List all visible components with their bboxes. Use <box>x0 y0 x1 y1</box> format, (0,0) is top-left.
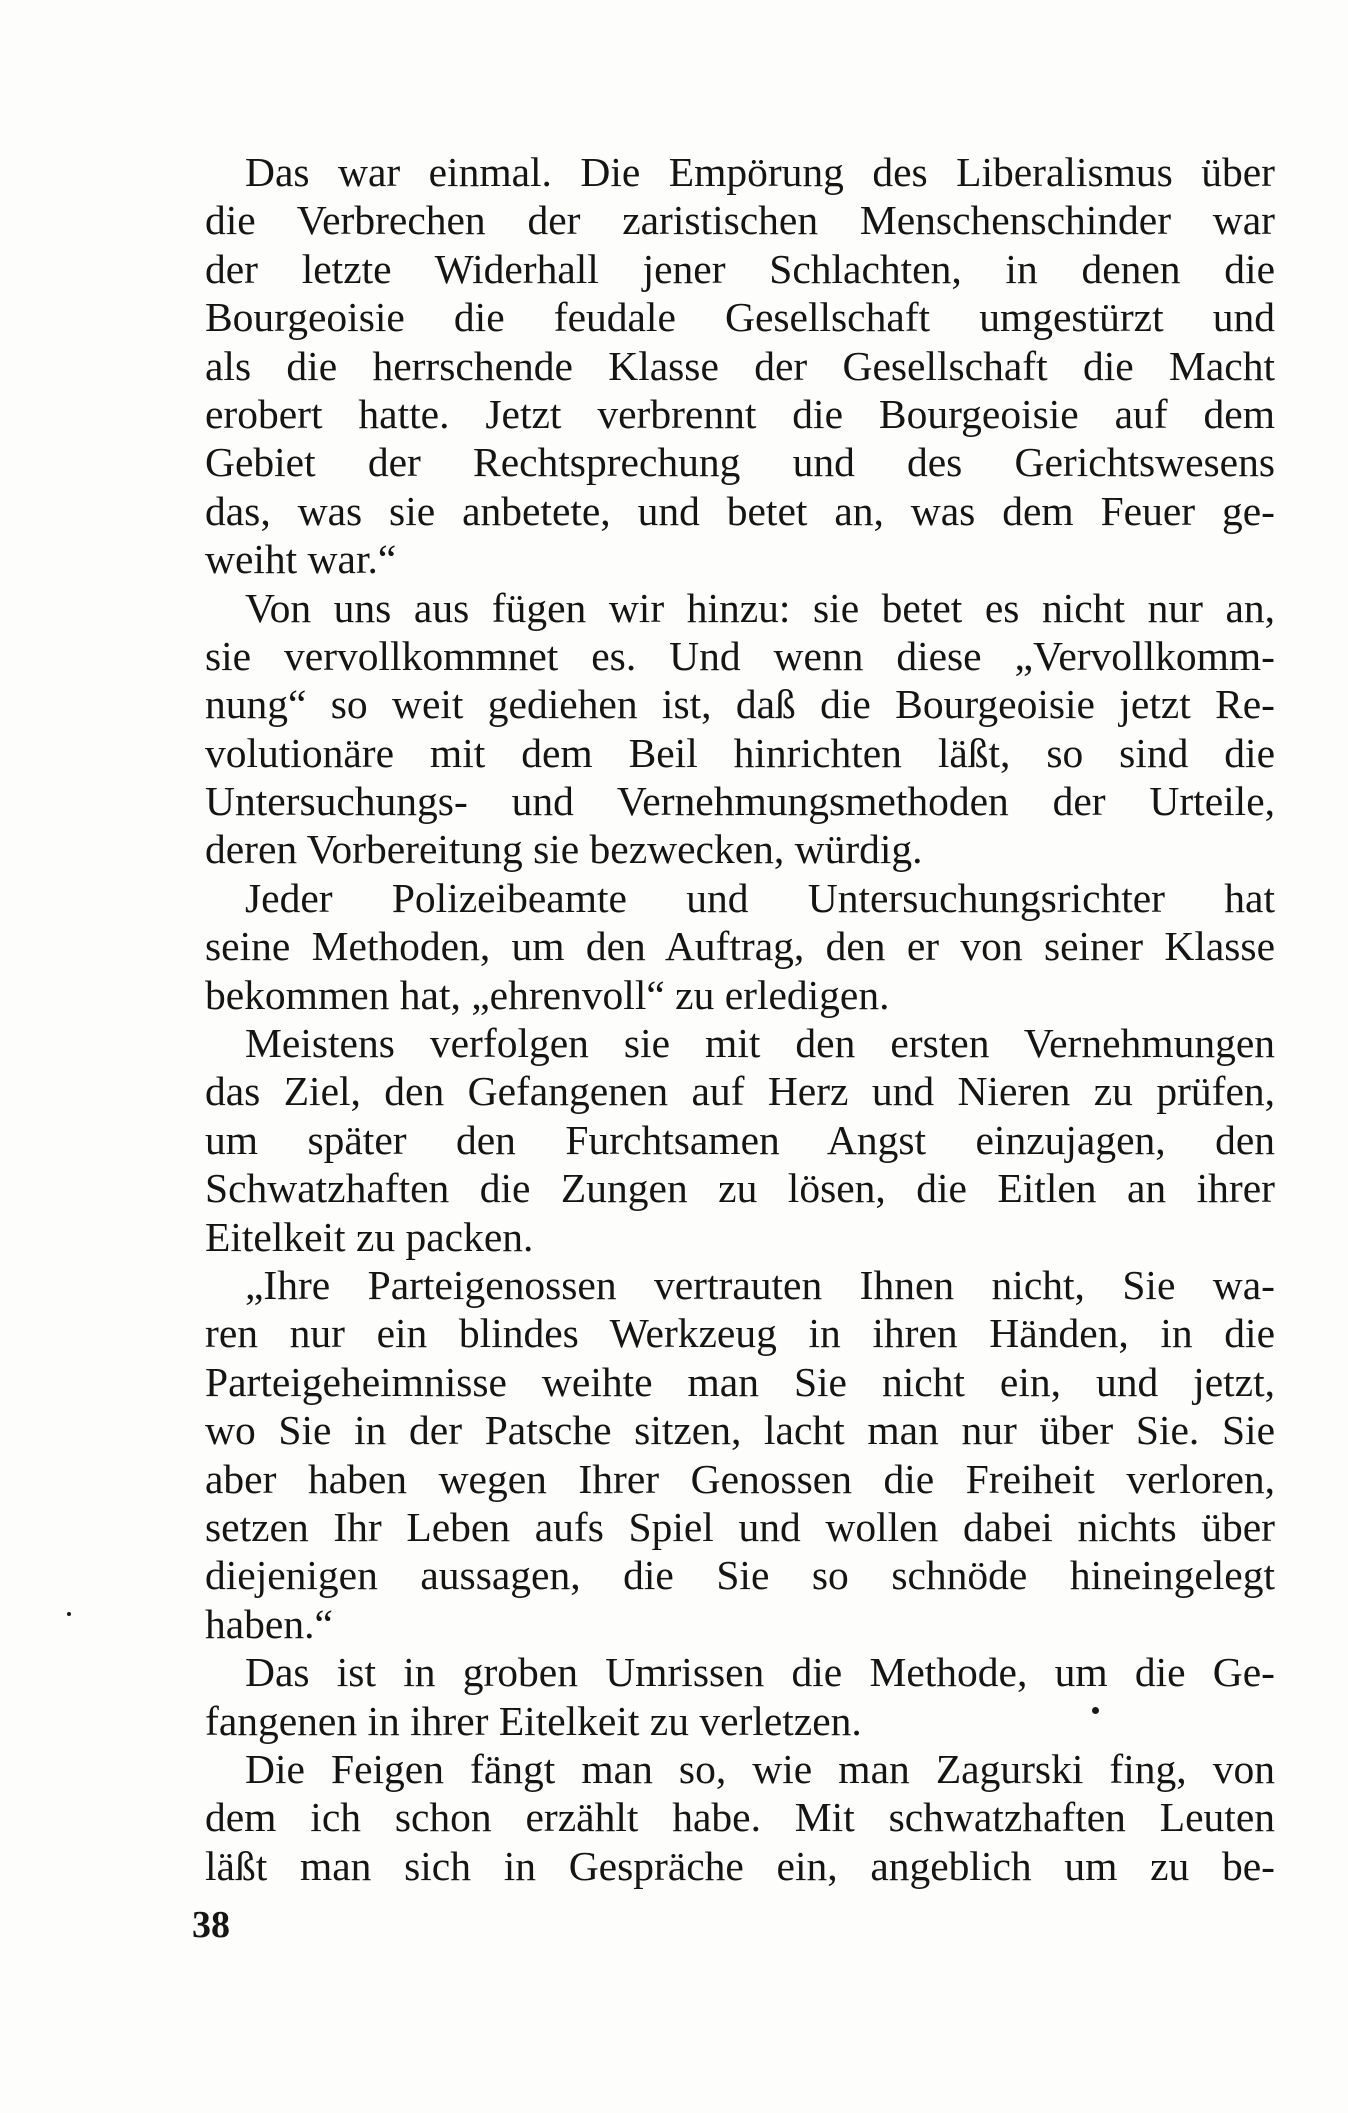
text-line: Meistens verfolgen sie mit den ersten Vernehmungen <box>245 1020 1275 1067</box>
text-line: ren nur ein blindes Werkzeug in ihren Händen, in die <box>205 1310 1275 1357</box>
text-line: Eitelkeit zu packen. <box>205 1213 534 1260</box>
text-line: Von uns aus fügen wir hinzu: sie betet es nicht nur an, <box>245 584 1275 631</box>
text-line: nung“ so weit gediehen ist, daß die Bourgeoisie jetzt Re- <box>205 681 1275 728</box>
text-line: aber haben wegen Ihrer Genossen die Freiheit verloren, <box>205 1455 1275 1502</box>
text-line: um später den Furchtsamen Angst einzujagen, den <box>205 1116 1275 1163</box>
text-line: läßt man sich in Gespräche ein, angeblich um zu be- <box>205 1842 1275 1889</box>
body-text <box>205 148 1275 1890</box>
ink-speck <box>67 1612 71 1616</box>
text-line: der letzte Widerhall jener Schlachten, in denen die <box>205 245 1275 292</box>
text-line: Untersuchungs- und Vernehmungsmethoden der Urteile, <box>205 778 1275 825</box>
text-line: seine Methoden, um den Auftrag, den er von seiner Klasse <box>205 923 1275 970</box>
text-line: weiht war.“ <box>205 536 397 583</box>
text-line: Die Feigen fängt man so, wie man Zagurski fing, von <box>245 1745 1275 1792</box>
text-line: das Ziel, den Gefangenen auf Herz und Nieren zu prüfen, <box>205 1068 1275 1115</box>
text-line: fangenen in ihrer Eitelkeit zu verletzen. <box>205 1697 862 1744</box>
text-line: erobert hatte. Jetzt verbrennt die Bourgeoisie auf dem <box>205 390 1275 437</box>
text-line: wo Sie in der Patsche sitzen, lacht man nur über Sie. Sie <box>205 1407 1275 1454</box>
text-line: haben.“ <box>205 1600 333 1647</box>
text-line: diejenigen aussagen, die Sie so schnöde hineingelegt <box>205 1552 1275 1599</box>
text-line: sie vervollkommnet es. Und wenn diese „Vervollkomm- <box>205 632 1275 679</box>
text-line: Schwatzhaften die Zungen zu lösen, die Eitlen an ihrer <box>205 1165 1275 1212</box>
text-line: Das war einmal. Die Empörung des Liberalismus über <box>245 149 1275 195</box>
text-line: die Verbrechen der zaristischen Menschenschinder war <box>205 197 1275 244</box>
text-line: als die herrschende Klasse der Gesellschaft die Macht <box>205 342 1275 389</box>
text-line: Gebiet der Rechtsprechung und des Gerichtswesens <box>205 439 1275 486</box>
text-line: das, was sie anbetete, und betet an, was dem Feuer ge- <box>205 487 1275 534</box>
text-line: Das ist in groben Umrissen die Methode, um die Ge- <box>245 1649 1275 1696</box>
page-number: 38 <box>192 1904 230 1946</box>
text-line: bekommen hat, „ehrenvoll“ zu erledigen. <box>205 971 890 1018</box>
text-line: deren Vorbereitung sie bezwecken, würdig. <box>205 826 923 873</box>
text-line: „Ihre Parteigenossen vertrauten Ihnen nicht, Sie wa- <box>245 1261 1275 1308</box>
text-line: dem ich schon erzählt habe. Mit schwatzhaften Leuten <box>205 1794 1275 1841</box>
text-line: Parteigeheimnisse weihte man Sie nicht ein, und jetzt, <box>205 1358 1275 1405</box>
text-line: Jeder Polizeibeamte und Untersuchungsrichter hat <box>245 874 1275 921</box>
ink-speck <box>1092 1707 1099 1714</box>
text-line: Bourgeoisie die feudale Gesellschaft umgestürzt und <box>205 294 1275 341</box>
text-line: setzen Ihr Leben aufs Spiel und wollen dabei nichts über <box>205 1503 1275 1550</box>
text-line: volutionäre mit dem Beil hinrichten läßt, so sind die <box>205 729 1275 776</box>
